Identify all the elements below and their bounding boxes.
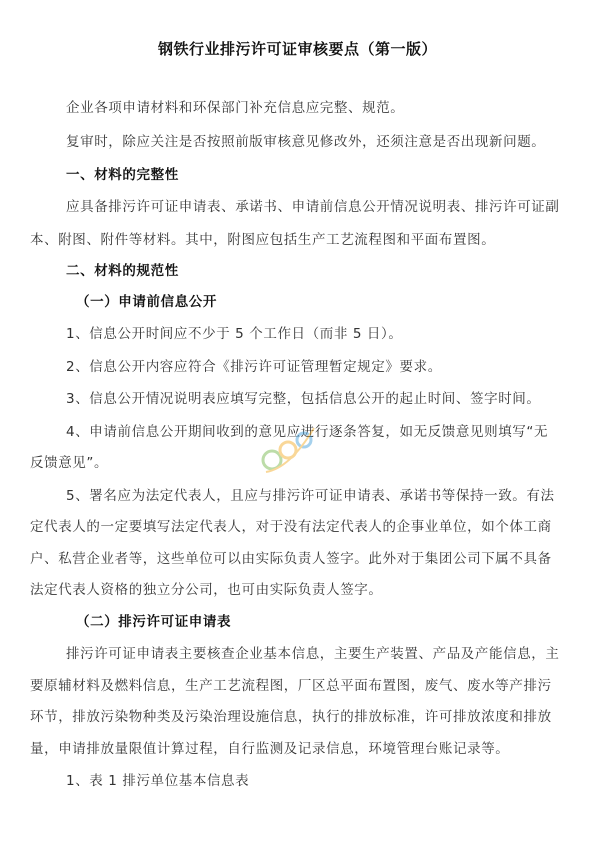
list-item-4-line-2: 反馈意见”。 <box>30 455 109 471</box>
sub2-text-line-2: 要原辅材料及燃料信息，生产工艺流程图，厂区总平面布置图，废气、废水等产排污 <box>30 678 552 694</box>
list-item-4-line-1: 4、申请前信息公开期间收到的意见应进行逐条答复，如无反馈意见则填写“无 <box>66 424 549 440</box>
section-heading-completeness: 一、材料的完整性 <box>66 167 179 183</box>
list-item-5-line-4: 法定代表人资格的独立分公司，也可由实际负责人签字。 <box>30 582 383 598</box>
watermark-logo-icon <box>258 420 322 480</box>
table-item-1: 1、表 1 排污单位基本信息表 <box>66 773 250 789</box>
section-1-text-line-1: 应具备排污许可证申请表、承诺书、申请前信息公开情况说明表、排污许可证副 <box>66 199 560 215</box>
intro-paragraph-2: 复审时，除应关注是否按照前版审核意见修改外，还须注意是否出现新问题。 <box>66 134 546 150</box>
list-item-5-line-3: 户、私营企业者等，这些单位可以由实际负责人签字。此外对于集团公司下属不具备 <box>30 551 552 567</box>
list-item-1: 1、信息公开时间应不少于 5 个工作日（而非 5 日）。 <box>66 326 403 342</box>
list-item-2: 2、信息公开内容应符合《排污许可证管理暂定规定》要求。 <box>66 359 442 375</box>
sub2-text-line-1: 排污许可证申请表主要核查企业基本信息，主要生产装置、产品及产能信息，主 <box>66 646 560 662</box>
section-1-text-line-2: 本、附图、附件等材料。其中，附图应包括生产工艺流程图和平面布置图。 <box>30 232 496 248</box>
list-item-5-line-2: 定代表人的一定要填写法定代表人，对于没有法定代表人的企事业单位，如个体工商 <box>30 519 552 535</box>
list-item-5-line-1: 5、署名应为法定代表人，且应与排污许可证申请表、承诺书等保持一致。有法 <box>66 488 555 504</box>
subsection-heading-application-form: （二）排污许可证申请表 <box>76 614 232 630</box>
sub2-text-line-3: 环节，排放污染物种类及污染治理设施信息，执行的排放标准，许可排放浓度和排放 <box>30 709 552 725</box>
intro-paragraph-1: 企业各项申请材料和环保部门补充信息应完整、规范。 <box>66 100 405 116</box>
sub2-text-line-4: 量，申请排放量限值计算过程，自行监测及记录信息，环境管理台账记录等。 <box>30 741 510 757</box>
subsection-heading-disclosure: （一）申请前信息公开 <box>76 294 217 310</box>
document-title: 钢铁行业排污许可证审核要点（第一版） <box>157 40 437 58</box>
section-heading-standardization: 二、材料的规范性 <box>66 263 179 279</box>
list-item-3: 3、信息公开情况说明表应填写完整，包括信息公开的起止时间、签字时间。 <box>66 391 541 407</box>
